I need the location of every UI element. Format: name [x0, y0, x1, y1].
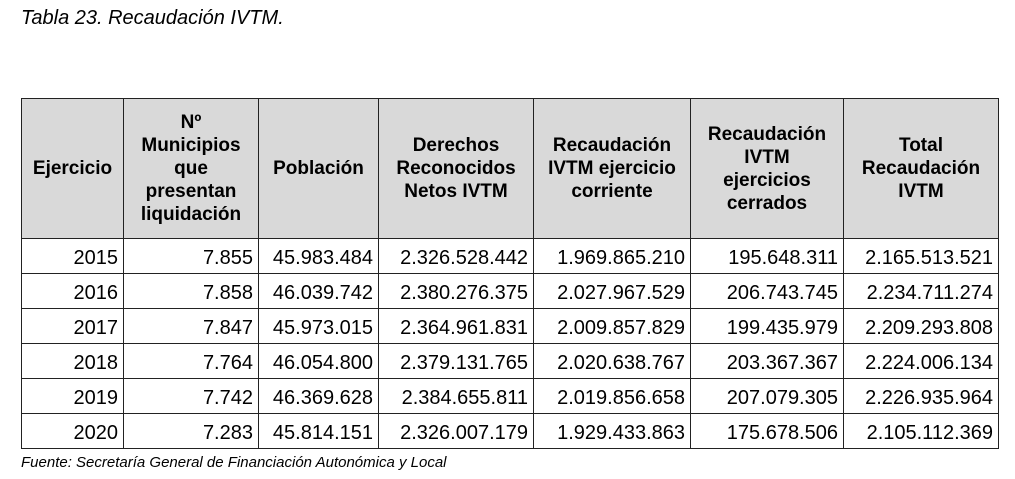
header-line: Nº: [180, 112, 202, 133]
cell-recaudacion-corriente: 2.027.967.529: [534, 274, 691, 309]
table-body: [22, 239, 999, 449]
cell-municipios: 7.283: [124, 414, 259, 449]
header-line: liquidación: [140, 204, 242, 225]
header-row: [22, 99, 999, 239]
header-num-municipios: [124, 99, 259, 239]
cell-municipios: 7.855: [124, 239, 259, 274]
cell-recaudacion-corriente: 2.019.856.658: [534, 379, 691, 414]
cell-ejercicio: 2019: [22, 379, 124, 414]
cell-recaudacion-cerrados: 206.743.745: [691, 274, 844, 309]
table-row: [22, 309, 999, 344]
cell-total: 2.224.006.134: [844, 344, 999, 379]
table-row: [22, 274, 999, 309]
cell-poblacion: 45.814.151: [259, 414, 379, 449]
header-line: que: [174, 158, 208, 179]
table-header: [22, 99, 999, 239]
source-note: Fuente: Secretaría General de Financiación Autonómica y Local: [21, 454, 447, 471]
cell-poblacion: 46.054.800: [259, 344, 379, 379]
ivtm-collection-table: [21, 98, 999, 449]
cell-derechos: 2.326.528.442: [379, 239, 534, 274]
header-derechos-reconocidos: [379, 99, 534, 239]
header-line: Reconocidos: [396, 158, 516, 179]
table-row: [22, 379, 999, 414]
cell-recaudacion-cerrados: 199.435.979: [691, 309, 844, 344]
header-line: Ejercicio: [32, 158, 113, 179]
cell-municipios: 7.742: [124, 379, 259, 414]
header-line: Recaudación: [707, 123, 827, 145]
header-total-recaudacion: [844, 99, 999, 239]
cell-total: 2.105.112.369: [844, 414, 999, 449]
header-line: Población: [273, 158, 364, 179]
header-recaudacion-corriente: [534, 99, 691, 239]
cell-ejercicio: 2015: [22, 239, 124, 274]
table-row: [22, 414, 999, 449]
cell-recaudacion-cerrados: 207.079.305: [691, 379, 844, 414]
cell-derechos: 2.364.961.831: [379, 309, 534, 344]
cell-total: 2.165.513.521: [844, 239, 999, 274]
cell-total: 2.209.293.808: [844, 309, 999, 344]
cell-poblacion: 45.973.015: [259, 309, 379, 344]
table-row: [22, 344, 999, 379]
cell-derechos: 2.379.131.765: [379, 344, 534, 379]
header-poblacion: [259, 99, 379, 239]
cell-poblacion: 45.983.484: [259, 239, 379, 274]
cell-recaudacion-corriente: 2.020.638.767: [534, 344, 691, 379]
header-line: ejercicios: [723, 169, 811, 191]
cell-recaudacion-corriente: 1.929.433.863: [534, 414, 691, 449]
cell-poblacion: 46.369.628: [259, 379, 379, 414]
cell-recaudacion-corriente: 1.969.865.210: [534, 239, 691, 274]
header-line: IVTM: [744, 146, 790, 168]
header-line: corriente: [571, 181, 653, 202]
header-line: presentan: [145, 181, 237, 202]
cell-total: 2.234.711.274: [844, 274, 999, 309]
cell-derechos: 2.326.007.179: [379, 414, 534, 449]
cell-recaudacion-corriente: 2.009.857.829: [534, 309, 691, 344]
header-line: Total: [899, 135, 943, 156]
cell-total: 2.226.935.964: [844, 379, 999, 414]
cell-recaudacion-cerrados: 203.367.367: [691, 344, 844, 379]
header-line: Recaudación: [861, 158, 981, 179]
cell-recaudacion-cerrados: 195.648.311: [691, 239, 844, 274]
cell-ejercicio: 2020: [22, 414, 124, 449]
header-line: Recaudación: [552, 135, 672, 156]
cell-ejercicio: 2017: [22, 309, 124, 344]
cell-municipios: 7.764: [124, 344, 259, 379]
header-ejercicio: [22, 99, 124, 239]
header-line: cerrados: [726, 192, 808, 214]
header-line: Derechos: [412, 135, 500, 156]
cell-recaudacion-cerrados: 175.678.506: [691, 414, 844, 449]
cell-derechos: 2.384.655.811: [379, 379, 534, 414]
cell-ejercicio: 2016: [22, 274, 124, 309]
header-line: IVTM ejercicio: [548, 158, 676, 179]
cell-municipios: 7.858: [124, 274, 259, 309]
header-line: IVTM: [898, 181, 944, 202]
table-row: [22, 239, 999, 274]
cell-ejercicio: 2018: [22, 344, 124, 379]
cell-poblacion: 46.039.742: [259, 274, 379, 309]
header-recaudacion-cerrados: [691, 99, 844, 239]
header-line: Netos IVTM: [404, 181, 508, 202]
cell-derechos: 2.380.276.375: [379, 274, 534, 309]
header-line: Municipios: [141, 135, 241, 156]
cell-municipios: 7.847: [124, 309, 259, 344]
table-caption: Tabla 23. Recaudación IVTM.: [21, 7, 284, 29]
